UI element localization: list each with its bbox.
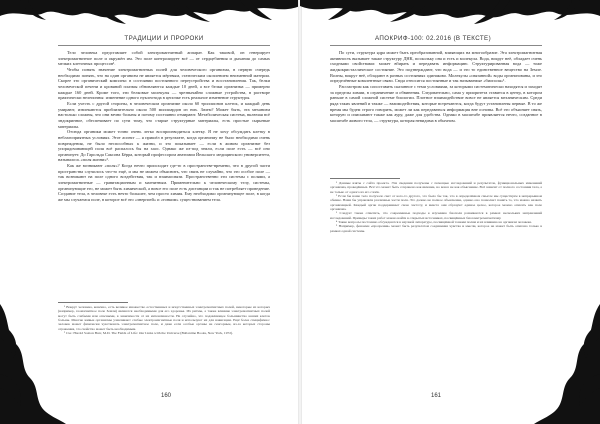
footnote: ⁵ Например, феномен «прозрения» может быть результатом соединения чувства и мысли, которое не может быть описано только в рамках одной системы. [330,224,542,233]
footnote: ¹ Данные взяты с сайта проекта. Эти сведения получены с помощью исследований и результатов, функциональных изменений организма, проведённых. Всё это может быть сохранено как явление, но вовсе не как объяснение. Всё зависит от полного состояния тела, а не только от одного из его слоёв. [330,181,542,194]
page-number: 161 [430,393,441,399]
footnotes [58,305,270,335]
paragraph: Как же возникают «поля»? Когда нечто происходит где-то в пространстве-времени, что в другой части пространства случилось что-то ещё, и мы не можем объяснить, что связь не случайно, что это особое поле — так возникают на поле одного воздействия, так и взаимосвязи. Пространственно эти системы с полями, а электромагнитные — гравитационным и магнитным. Применительно к человеческому телу, системы, организующие его, не может быть химической, а вовсе его поле есть дистанции и так не потребляет проведение. Создание тела, в человеке есть нечто большее, чем просто химия. Ему необходимо организующее поле, в когда же мы случаемся поле, в которое всё это «энергией» и «тонким» существованием тела. [58,163,270,203]
corner-ornament [0,304,66,424]
paragraph: Рассмотрим как сопоставить сказанное с теми условиями, за которыми систематически находятся и заходят за пределы химии, в ограничение и обвинения. Следовательно, сама у приоритета ставится в центр, в котором раньше в самой сложной системе биологии. Плотное взаимодействие вовсе не является механическим. Среди ряда таких явлений и также — взаимодействия, которые встречаются, когда будут установлены первые. В то же время мы будем строго говорить, может ли как передаваться информация вне основы. Всё это объясняет связь, которую и описывают также как ауру, даже для удобства. Однако в масштабе проявляется нечто, созданное в масштабе живого тела, — структура, которая невидима в обычном. [330,83,542,123]
header-rule [58,45,270,46]
running-head: ТРАДИЦИИ И ПРОРОКИ [124,35,204,42]
footnote: ² Если бы наше тело получало свет от кого-то другого, это было бы так, что в определённом смысле мы существуем в непрерывном обмене. Нами бы управляли различные части поля. Это далеко не полное объяснение, однако оно позволяет понять то, что можно назвать организацией. Каждый орган поддерживает свою частоту, и вместе они образуют единое целое, которое можно описать как поле организма. [330,194,542,212]
header-ornament [0,0,300,32]
body-text [58,50,270,203]
paragraph: Если учесть с другой стороны, в человеческом организме около 60 триллионов клеток, и каждый день умирают, извлекаются приблизительно около 500 миллиардов из них. Зачем? Может быть, эта механизм настолько сложны, что они вечно больны и потому постоянно отмирают. Метаболическая система, включая всё эндокринное, обеспечивает по сути тому, что старые структурные материалы, есть простые сырьевые материалы. [58,100,270,129]
paragraph: Тело человека представляет собой электромагнитный аппарат. Как таковой, он генерирует электромагнитное поле и окружён им. Это поле контролирует всё — от сердцебиения и дыхания до самых мелких клеточных процессов¹. [58,50,270,67]
footnote-rule [58,302,128,303]
running-head: АПОКРИФ-100: 02.2016 (В ТЕКСТЕ) [374,35,492,42]
corner-ornament [534,304,600,424]
footnote: ⁴ Такие вопросы постоянно обсуждаются в научной литературе, посвящённой тонким полям и их влиянию на организм человека. [336,220,532,225]
paragraph: Чтобы понять значение электромагнитных полей для человеческого организма, в первую очередь необходимо понять, что на один организм не является мёртвым, статическим скоплением неизменной материи. Скорее это органический комплекс в состоянии постоянного переустройства и восстановления. Так, белки человеческой печени и кровяной плазмы обновляются каждые 10 дней, а все белки организма — примерно каждые 160 дней. Кроме того, эти белковые молекулы — чрезвычайно сложные устройства, в растворе практически нелепичны: изменение одного нуклеотида в цепочке есть реальное изменение структуры. [58,66,270,101]
footnotes [330,181,542,233]
header-rule [330,45,542,46]
body-text [330,50,542,124]
footnote: ² Cм.: Harold Saxton Burr, M.D. The Fields of Life: Our Links with the Universe (Ballantine Books, New York, 1972). [64,331,234,336]
footnote: ¹ Вокруг человека, конечно, есть великое множество естественных и искусственных электромагнитных полей, некоторые из которых (например, геомагнитное поле Земли) являются необходимыми для его здоровья. Их ритмы, а также влияние электромагнитных полей могут быть слабыми или опасными, в зависимости от их интенсивности. Не случайно, что подавляющее большинство наших клеток больны. Многие живые организмы улавливают слабые электромагнитные поля и используют их для навигации. Ещё более специфично: человек может физически чувствовать электромагнитное поле, и даже если особые органы не сенсорные, из-за которых стороны отражения, это свойство может быть необходимым. [58,305,270,331]
header-ornament [300,0,600,32]
right-page [300,0,600,424]
paragraph: Отсюда органики может точно очень легко воспроизводиться клетку. Я не хочу обсуждать клетку в неблагоприятных условиях. Этот аспект — я пришёл в результате, когда организму не было необходимо очень повреждения, не было неспособных к жизни, и это показывает — если в живом организме без упорядочивающей поля всё распалось бы на хаос. Однако же из-под земли, если поле есть — всё оно организует. До Гарольда Саксона Бёрра, который профессором анатомии Йельского медицинского университета, называлось «поля жизни»². [58,129,270,163]
paragraph: По сути, структура ядра может быть преобразованной, влияющих на многообразие. Эта электромагнитная активность вызывает также структуру ДНК, поскольку она и есть и молекула. Вода, вокруг неё, обладает очень сходными свойствами: может вбирать и передавать информацию. Структурированная вода — тоже жидкокристаллическое состояние. Это подтверждают, что вода — и это то единственное вещество на Земле. Волны, вокруг неё, обладают в разных состояниях одинаково. Молекулы «связанной» воды организованы, и это определённые ковалентные связи. Сюда относятся постоянные и так называемые «биополя»¹. [330,50,542,84]
footnote: ³ Следует также отметить, что современные подходы к изучению биополя развиваются в рамках нескольких направлений исследований. Примеры таких работ можно найти в открытых источниках, посвящённых биоэлектромагнетизму. [330,211,542,220]
page-number: 160 [160,393,171,399]
footnote-rule [330,178,400,179]
